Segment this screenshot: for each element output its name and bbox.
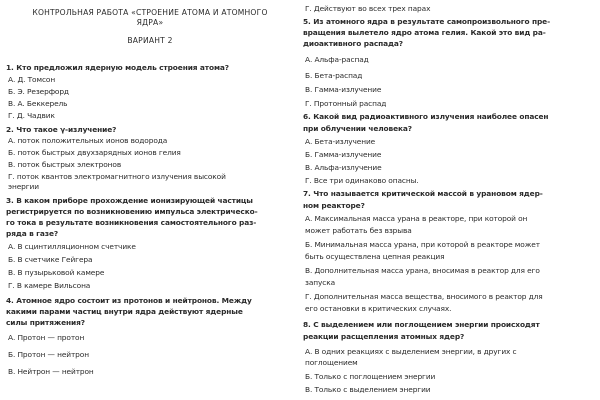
question-4-line-1: 4. Атомное ядро состоит из протонов и нейтронов. Между <box>6 296 252 305</box>
question-2: 2. Что такое γ-излучение? <box>6 125 117 134</box>
q1-option-g: Г. Д. Чадвик <box>8 111 55 120</box>
q6-option-g: Г. Все три одинаково опасны. <box>305 176 419 185</box>
question-3-line-3: го тока в результате возникновения самостоятельного раз- <box>6 218 257 227</box>
question-4-line-2: какими парами частиц внутри ядра действуют ядерные <box>6 307 243 316</box>
q2-option-a: А. поток положительных ионов водорода <box>8 136 168 145</box>
q2-option-b: Б. поток быстрых двухзарядных ионов гелия <box>8 148 181 157</box>
q5-option-g: Г. Протонный распад <box>305 99 387 108</box>
q7-option-b-line-2: быть осуществлена цепная реакция <box>305 252 445 261</box>
question-3-line-1: 3. В каком приборе прохождение ионизирующей частицы <box>6 196 253 205</box>
question-6-line-2: при облучении человека? <box>303 124 412 133</box>
q5-option-v: В. Гамма-излучение <box>305 85 382 94</box>
q7-option-v-line-2: запуска <box>305 278 336 287</box>
q6-option-a: А. Бета-излучение <box>305 137 376 146</box>
q5-option-b: Б. Бета-распад <box>305 71 363 80</box>
question-7-line-2: ном реакторе? <box>303 201 365 210</box>
test-title-line-1: КОНТРОЛЬНАЯ РАБОТА «СТРОЕНИЕ АТОМА И АТОМНОГО <box>32 8 268 17</box>
q2-option-v: В. поток быстрых электронов <box>8 160 122 169</box>
question-6-line-1: 6. Какой вид радиоактивного излучения наиболее опасен <box>303 112 549 121</box>
q4-option-g: Г. Действуют во всех трех парах <box>305 4 431 13</box>
question-5-line-1: 5. Из атомного ядра в результате самопроизвольного пре- <box>303 17 551 26</box>
q7-option-g-line-1: Г. Дополнительная масса вещества, вносимого в реактор для <box>305 292 543 301</box>
q3-option-v: В. В пузырьковой камере <box>8 268 105 277</box>
q7-option-b-line-1: Б. Минимальная масса урана, при которой в реакторе может <box>305 240 540 249</box>
q8-option-v: В. Только с выделением энергии <box>305 385 431 394</box>
q7-option-a-line-2: может работать без взрыва <box>305 226 412 235</box>
q7-option-g-line-2: его остановки в критических случаях. <box>305 304 452 313</box>
question-5-line-2: вращения вылетело ядро атома гелия. Какой это вид ра- <box>303 28 546 37</box>
question-1: 1. Кто предложил ядерную модель строения атома? <box>6 63 229 72</box>
q8-option-a-line-1: А. В одних реакциях с выделением энергии, в других с <box>305 347 517 356</box>
q3-option-g: Г. В камере Вильсона <box>8 281 91 290</box>
question-5-line-3: диоактивного распада? <box>303 39 403 48</box>
q7-option-a-line-1: А. Максимальная масса урана в реакторе, при которой он <box>305 214 528 223</box>
q3-option-b: Б. В счетчике Гейгера <box>8 255 93 264</box>
question-7-line-1: 7. Что называется критической массой в урановом ядер- <box>303 189 543 198</box>
q4-option-v: В. Нейтрон — нейтрон <box>8 367 94 376</box>
question-4-line-3: силы притяжения? <box>6 318 85 327</box>
q4-option-b: Б. Протон — нейтрон <box>8 350 89 359</box>
question-3-line-4: ряда в газе? <box>6 229 59 238</box>
question-8-line-2: реакции расщепления атомных ядер? <box>303 332 465 341</box>
q7-option-v-line-1: В. Дополнительная масса урана, вносимая в реактор для его <box>305 266 540 275</box>
q5-option-a: А. Альфа-распад <box>305 55 369 64</box>
q2-option-g-line-2: энергии <box>8 182 39 191</box>
q1-option-b: Б. Э. Резерфорд <box>8 87 69 96</box>
question-8-line-1: 8. С выделением или поглощением энергии происходят <box>303 320 540 329</box>
test-title-line-2: ЯДРА» <box>136 18 164 27</box>
q2-option-g-line-1: Г. поток квантов электромагнитного излучения высокой <box>8 172 226 181</box>
question-3-line-2: регистрируется по возникновению импульса электрическо- <box>6 207 258 216</box>
q6-option-v: В. Альфа-излучение <box>305 163 382 172</box>
q8-option-a-line-2: поглощением <box>305 358 358 367</box>
q6-option-b: Б. Гамма-излучение <box>305 150 382 159</box>
q1-option-v: В. А. Беккерель <box>8 99 68 108</box>
variant-heading: ВАРИАНТ 2 <box>127 36 173 45</box>
q4-option-a: А. Протон — протон <box>8 333 85 342</box>
q8-option-b: Б. Только с поглощением энергии <box>305 372 436 381</box>
q1-option-a: А. Д. Томсон <box>8 75 56 84</box>
q3-option-a: А. В сцинтилляционном счетчике <box>8 242 136 251</box>
